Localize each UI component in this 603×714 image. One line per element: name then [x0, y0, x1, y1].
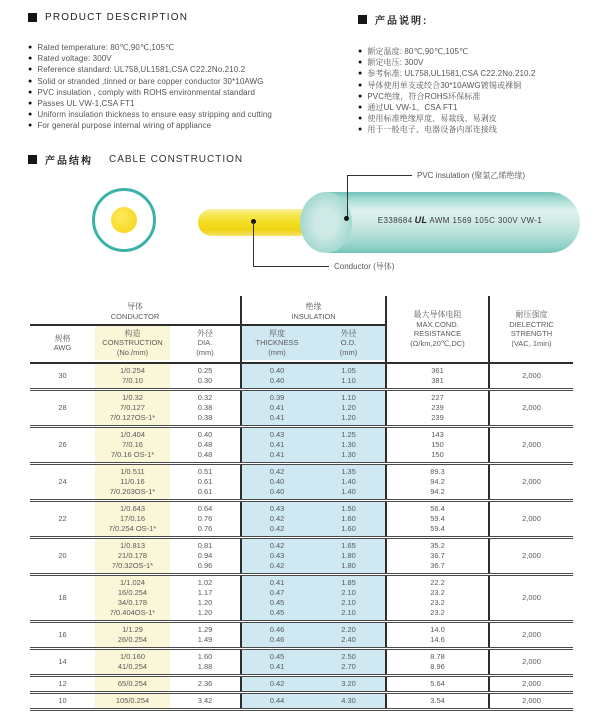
bullet-icon: ●: [358, 70, 363, 78]
bullet-item: [358, 91, 603, 102]
cell-construction: 65/0.254: [95, 677, 170, 691]
cell-awg: 28: [58, 403, 67, 412]
cell-construction: 1/1.024 16/0.254 34/0.178 7/0.404OS-1*: [95, 576, 170, 620]
cell-thickness: 0.43 0.42 0.42: [240, 502, 312, 536]
table-row: [30, 391, 573, 428]
cell-od: 1.85 2.10 2.10 2.10: [312, 576, 385, 620]
pvc-leader-line-horizontal: [347, 175, 412, 176]
header-strength-unit: (VAC, 1min): [511, 338, 552, 348]
bullet-item: [28, 53, 360, 64]
header-thickness-unit: (mm): [268, 347, 286, 357]
bullet-text: Uniform insulation thickness to ensure easy stripping and cutting: [37, 110, 272, 120]
cell-od: 1.65 1.80 1.80: [312, 539, 385, 573]
cell-construction: 1/0.813 21/0.178 7/0.32OS-1*: [95, 539, 170, 573]
bullet-item: [28, 64, 360, 75]
cell-awg: 24: [58, 477, 67, 486]
cell-od: 1.10 1.20 1.20: [312, 391, 385, 425]
cell-strength: 2,000: [488, 364, 573, 388]
bullet-text: 额定电压: 300V: [367, 58, 424, 68]
cell-thickness: 0.43 0.41 0.41: [240, 428, 312, 462]
cell-construction: 1/0.643 17/0.16 7/0.254 OS-1*: [95, 502, 170, 536]
pvc-insulation-label: PVC insulation (聚氯乙烯绝缘): [417, 171, 526, 180]
product-description-title: [28, 12, 360, 23]
cell-awg: 14: [58, 657, 67, 666]
table-row: [30, 428, 573, 465]
insulation-group-cn: 绝缘: [305, 302, 322, 311]
cell-construction: 1/0.32 7/0.127 7/0.127OS-1*: [95, 391, 170, 425]
cell-dia: 0.25 0.30: [197, 366, 213, 385]
cell-strength: 2,000: [488, 677, 573, 691]
cell-strength: 2,000: [488, 650, 573, 674]
cell-awg: 22: [58, 514, 67, 523]
bullet-text: 使用标准绝缘厚度、易裁线、易剥皮: [367, 114, 497, 124]
bullet-icon: ●: [358, 115, 363, 123]
cell-resistance: 56.4 59.4 59.4: [385, 502, 488, 536]
cable-print-legend: [346, 215, 574, 225]
header-resistance: [385, 296, 488, 362]
bullet-item: [28, 42, 360, 53]
cell-awg: 26: [58, 440, 67, 449]
conductor-leader-line-horizontal: [253, 266, 329, 267]
cell-dia: 0.81 0.94 0.96: [197, 541, 213, 570]
conductor-subheaders: [30, 326, 240, 360]
cell-dia: 0.40 0.48 0.48: [197, 430, 213, 459]
header-resistance-unit: (Ω/km,20℃,DC): [410, 338, 465, 348]
cable-construction-title: [28, 152, 243, 167]
cell-od: 1.05 1.10: [312, 364, 385, 388]
header-strength: [488, 296, 573, 362]
conductor-group-header: [30, 296, 240, 326]
table-row: [30, 677, 573, 694]
pvc-leader-dot: [344, 216, 349, 221]
cell-dia: 0.64 0.76 0.76: [197, 504, 213, 533]
section-marker-icon: [28, 13, 37, 22]
cell-construction: 105/0.254: [95, 694, 170, 708]
bullet-item: [358, 46, 603, 57]
cell-strength: 2,000: [488, 539, 573, 573]
header-construction-en: CONSTRUCTION: [102, 338, 163, 348]
cell-construction: 1/0.160 41/0.254: [95, 650, 170, 674]
header-resistance-en1: MAX.COND.: [416, 319, 459, 329]
product-description-cn-section: [358, 12, 603, 136]
bullet-item: [358, 113, 603, 124]
bullet-icon: ●: [28, 44, 33, 51]
cell-strength: 2,000: [488, 465, 573, 499]
header-resistance-cn: 最大导体电阻: [413, 310, 462, 319]
cell-awg: 20: [58, 551, 67, 560]
bullet-item: [358, 57, 603, 68]
cell-resistance: 22.2 23.2 23.2 23.2: [385, 576, 488, 620]
cell-strength: 2,000: [488, 694, 573, 708]
product-description-section: [28, 12, 363, 132]
cell-thickness: 0.41 0.47 0.45 0.45: [240, 576, 312, 620]
cell-dia: 1.02 1.17 1.20 1.20: [197, 578, 213, 617]
cell-resistance: 361 381: [385, 364, 488, 388]
ul-logo-icon: UL: [414, 215, 428, 225]
bullet-text: Solid or stranded ,tinned or bare copper conductor 30*10AWG: [37, 76, 264, 86]
bullet-icon: ●: [28, 88, 33, 96]
bullet-icon: ●: [358, 59, 363, 67]
cell-strength: 2,000: [488, 623, 573, 647]
bullet-text: 导体使用单支或绞合30*10AWG镀锡或裸铜: [367, 80, 522, 90]
bullet-icon: ●: [358, 48, 363, 55]
cell-dia: 1.29 1.49: [197, 625, 213, 644]
header-od-en: O.D.: [340, 338, 357, 348]
cell-awg: 16: [58, 630, 67, 639]
cable-print-prefix: E338684: [377, 215, 413, 225]
cell-thickness: 0.42 0.43 0.42: [240, 539, 312, 573]
cell-thickness: 0.42: [240, 677, 312, 691]
product-description-cn-title-text: 产品说明:: [375, 16, 429, 27]
bullet-item: [28, 87, 360, 98]
spec-table: [30, 296, 573, 711]
insulation-group-en: INSULATION: [291, 312, 336, 321]
bullet-icon: ●: [28, 77, 33, 85]
cell-dia: 0.32 0.38 0.38: [197, 393, 213, 422]
bullet-text: 额定温度: 80℃,90℃,105℃: [367, 47, 469, 56]
cell-thickness: 0.40 0.40: [240, 364, 312, 388]
bullet-text: 用于一般电子、电器设备内部连接线: [367, 125, 497, 135]
bullet-icon: ●: [358, 126, 363, 134]
bullet-icon: ●: [28, 111, 33, 119]
construction-title-en: CABLE CONSTRUCTION: [109, 154, 244, 165]
product-description-cn-list: [358, 46, 603, 136]
table-row: [30, 623, 573, 650]
conductor-leader-line-vertical: [253, 222, 254, 267]
header-strength-en2: STRENGTH: [510, 329, 553, 338]
bullet-text: 参考标准: UL758,UL1581,CSA C22.2No.210.2: [367, 69, 536, 79]
cell-resistance: 143 150 150: [385, 428, 488, 462]
cell-resistance: 14.0 14.6: [385, 623, 488, 647]
header-od-cn: 外径: [340, 328, 357, 338]
header-dia-cn: 外径: [197, 328, 213, 338]
table-row: [30, 502, 573, 539]
bullet-icon: ●: [358, 92, 363, 100]
cell-dia: 0.51 0.61 0.61: [197, 467, 213, 496]
table-row: [30, 694, 573, 711]
cell-dia: 2.36: [197, 679, 213, 688]
bullet-item: [358, 80, 603, 91]
header-dia: [170, 326, 240, 360]
bullet-icon: ●: [358, 81, 363, 89]
pvc-leader-line-vertical: [347, 175, 348, 219]
cell-thickness: 0.42 0.40 0.40: [240, 465, 312, 499]
bullet-icon: ●: [358, 104, 363, 112]
bullet-item: [28, 98, 360, 109]
cell-resistance: 5.64: [385, 677, 488, 691]
section-marker-icon: [28, 155, 37, 164]
insulation-subheaders: [242, 326, 385, 360]
cable-insulation-end-face: [300, 192, 352, 253]
header-construction-cn: 构造: [124, 328, 141, 338]
cell-construction: 1/1.29 26/0.254: [95, 623, 170, 647]
bullet-text: 通过UL VW-1、CSA FT1: [367, 103, 458, 113]
bullet-text: Rated temperature: 80℃,90℃,105℃: [37, 43, 175, 52]
header-od-unit: (mm): [339, 347, 358, 357]
cell-resistance: 89.3 94.2 94.2: [385, 465, 488, 499]
cell-thickness: 0.39 0.41 0.41: [240, 391, 312, 425]
cable-print-suffix: AWM 1569 105C 300V VW-1: [429, 215, 543, 225]
cell-od: 2.20 2.40: [312, 623, 385, 647]
header-awg: [30, 326, 95, 360]
construction-title-cn: 产品结构: [45, 156, 93, 167]
bullet-item: [358, 102, 603, 113]
bullet-text: Rated voltage: 300V: [37, 54, 112, 64]
cell-construction: 1/0.254 7/0.10: [95, 364, 170, 388]
cell-dia: 3.42: [197, 696, 213, 705]
header-od: [312, 326, 385, 360]
cell-thickness: 0.46 0.46: [240, 623, 312, 647]
bullet-item: [28, 120, 360, 131]
bullet-icon: ●: [28, 55, 33, 63]
header-thickness-cn: 厚度: [269, 328, 285, 338]
bullet-text: PVC绝缘，符合ROHS环保标准: [367, 91, 481, 101]
cell-resistance: 35.2 36.7 36.7: [385, 539, 488, 573]
conductor-group-column: [30, 296, 240, 362]
bullet-item: [358, 68, 603, 79]
header-resistance-en2: RESISTANCE: [413, 329, 462, 338]
table-row: [30, 539, 573, 576]
cell-od: 1.25 1.30 1.30: [312, 428, 385, 462]
bullet-item: [358, 124, 603, 135]
cell-awg: 12: [58, 679, 67, 688]
header-construction-unit: (No./mm): [116, 347, 149, 357]
section-marker-icon: [358, 15, 367, 24]
spec-table-body: [30, 364, 573, 711]
header-strength-cn: 耐压强度: [515, 310, 548, 319]
bullet-icon: ●: [28, 122, 33, 130]
header-dia-en: DIA.: [197, 338, 213, 348]
cell-strength: 2,000: [488, 502, 573, 536]
conductor-label: Conductor (导体): [334, 262, 395, 271]
cell-od: 1.35 1.40 1.40: [312, 465, 385, 499]
cell-od: 2.50 2.70: [312, 650, 385, 674]
cell-strength: 2,000: [488, 576, 573, 620]
cell-thickness: 0.44: [240, 694, 312, 708]
cell-awg: 10: [58, 696, 67, 705]
insulation-group-header: [242, 296, 385, 326]
header-thickness-en: THICKNESS: [255, 338, 299, 348]
cell-thickness: 0.45 0.41: [240, 650, 312, 674]
header-dia-unit: (mm): [196, 347, 214, 357]
cell-od: 4.30: [312, 694, 385, 708]
conductor-group-en: CONDUCTOR: [110, 312, 160, 321]
table-row: [30, 364, 573, 391]
cell-construction: 1/0.404 7/0.16 7/0.16 OS-1*: [95, 428, 170, 462]
cell-resistance: 3.54: [385, 694, 488, 708]
bullet-item: [28, 109, 360, 120]
cell-awg: 30: [58, 371, 67, 380]
cell-strength: 2,000: [488, 391, 573, 425]
product-description-title-text: PRODUCT DESCRIPTION: [45, 12, 189, 23]
cell-od: 1.50 1.60 1.60: [312, 502, 385, 536]
cell-dia: 1.60 1.88: [197, 652, 213, 671]
cell-resistance: 227 239 239: [385, 391, 488, 425]
cell-awg: 18: [58, 593, 67, 602]
bullet-text: PVC insulation , comply with ROHS environmental standard: [37, 87, 256, 97]
cell-construction: 1/0.511 11/0.16 7/0.203OS-1*: [95, 465, 170, 499]
table-row: [30, 465, 573, 502]
cell-od: 3.20: [312, 677, 385, 691]
spec-table-header: [30, 296, 573, 364]
insulation-group-column: [240, 296, 385, 362]
product-description-list: [28, 42, 363, 132]
bullet-text: For general purpose internal wiring of appliance: [37, 121, 212, 131]
bullet-text: Reference standard: UL758,UL1581,CSA C22.2No.210.2: [37, 65, 246, 75]
cable-cross-section-conductor: [111, 207, 137, 233]
header-construction: [95, 326, 170, 360]
header-awg-cn: 规格: [54, 333, 71, 343]
bullet-icon: ●: [28, 100, 33, 108]
table-row: [30, 576, 573, 623]
header-strength-en1: DIELECTRIC: [509, 319, 554, 329]
conductor-group-cn: 导体: [127, 302, 143, 311]
bullet-text: Passes UL VW-1,CSA FT1: [37, 99, 135, 109]
table-row: [30, 650, 573, 677]
cell-strength: 2,000: [488, 428, 573, 462]
header-awg-en: AWG: [53, 343, 72, 352]
cell-resistance: 8.78 8.96: [385, 650, 488, 674]
header-thickness: [242, 326, 312, 360]
bullet-item: [28, 76, 360, 87]
product-description-cn-title: [358, 12, 603, 27]
bullet-icon: ●: [28, 66, 33, 74]
